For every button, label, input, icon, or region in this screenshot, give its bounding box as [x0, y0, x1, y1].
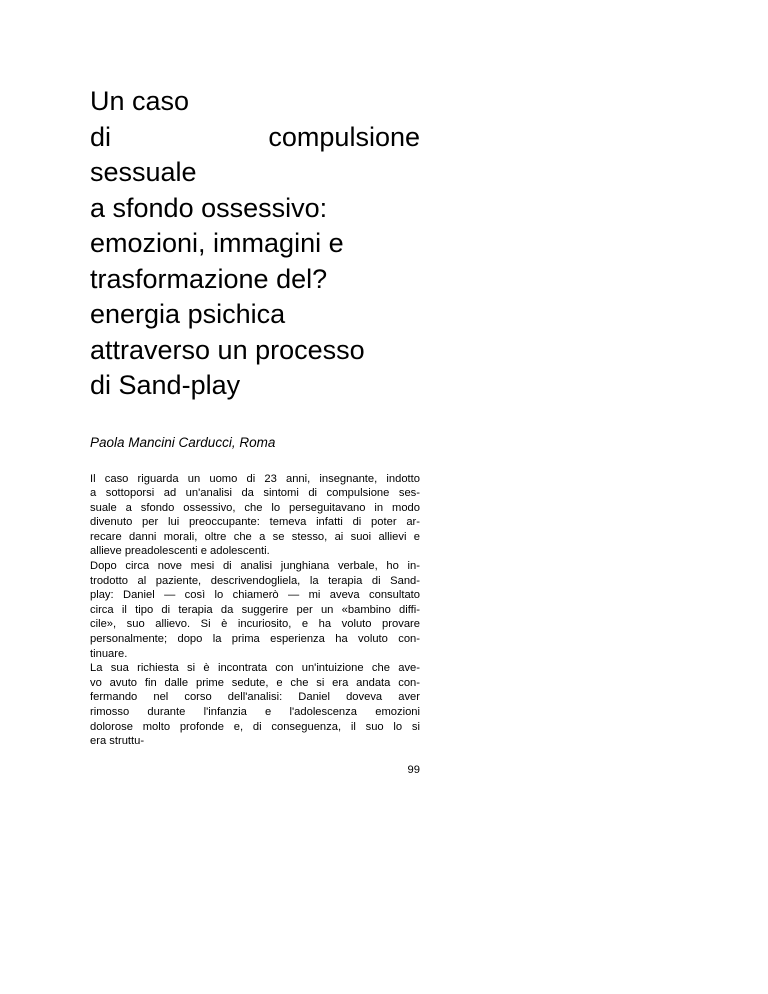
body-line: allieve preadolescenti e adolescenti.: [90, 545, 270, 558]
body-line: personalmente; dopo la prima esperienza ha voluto con-: [90, 633, 420, 646]
title-line: [90, 120, 420, 156]
body-line: circa il tipo di terapia da suggerire per un «bambino diffi-: [90, 603, 420, 616]
body-line: play: Daniel — così lo chiamerò — mi aveva consultato: [90, 589, 420, 602]
body-line: suale a sfondo ossessivo, che lo perseguitavano in modo: [90, 501, 420, 514]
title-line: a sfondo ossessivo:: [90, 192, 328, 223]
body-line: fermando nel corso dell'analisi: Daniel doveva aver: [90, 691, 420, 704]
article-page: [90, 84, 420, 777]
title-line: attraverso un processo: [90, 334, 365, 365]
article-title: [90, 84, 420, 404]
title-line: Un caso: [90, 86, 190, 116]
body-line: cile», suo allievo. Si è incuriosito, e ha voluto provare: [90, 618, 420, 631]
body-line: tinuare.: [90, 647, 128, 660]
body-line: era struttu-: [90, 735, 145, 748]
author-byline: Paola Mancini Carducci, Roma: [90, 434, 276, 450]
page-number: 99: [407, 763, 420, 776]
title-line: di Sand-play: [90, 370, 241, 400]
body-line: Dopo circa nove mesi di analisi junghiana verbale, ho in-: [90, 560, 420, 573]
body-line: rimosso durante l'infanzia e l'adolescenza emozioni: [90, 706, 420, 718]
title-line: energia psichica: [90, 299, 286, 329]
title-line: sessuale: [90, 157, 197, 187]
body-line: Il caso riguarda un uomo di 23 anni, insegnante, indotto: [90, 472, 420, 485]
body-line: trodotto al paziente, descrivendogliela, la terapia di Sand-: [90, 574, 420, 587]
body-line: vo avuto fin dalle prime sedute, e che si era andata con-: [90, 676, 420, 689]
article-body: [90, 472, 420, 749]
body-line: a sottoporsi ad un'analisi da sintomi di compulsione ses-: [90, 487, 420, 500]
title-word: di: [90, 121, 112, 152]
body-line: divenuto per lui preoccupante: temeva infatti di poter ar-: [90, 516, 420, 529]
body-line: recare danni morali, oltre che a se stesso, ai suoi allievi e: [90, 530, 420, 543]
body-line: dolorose molto profonde e, di conseguenza, il suo lo si: [90, 720, 420, 733]
title-line: trasformazione del?: [90, 263, 328, 294]
title-line: emozioni, immagini e: [90, 228, 344, 258]
body-line: La sua richiesta si è incontrata con un'intuizione che ave-: [90, 662, 420, 675]
title-word: compulsione: [268, 121, 420, 152]
